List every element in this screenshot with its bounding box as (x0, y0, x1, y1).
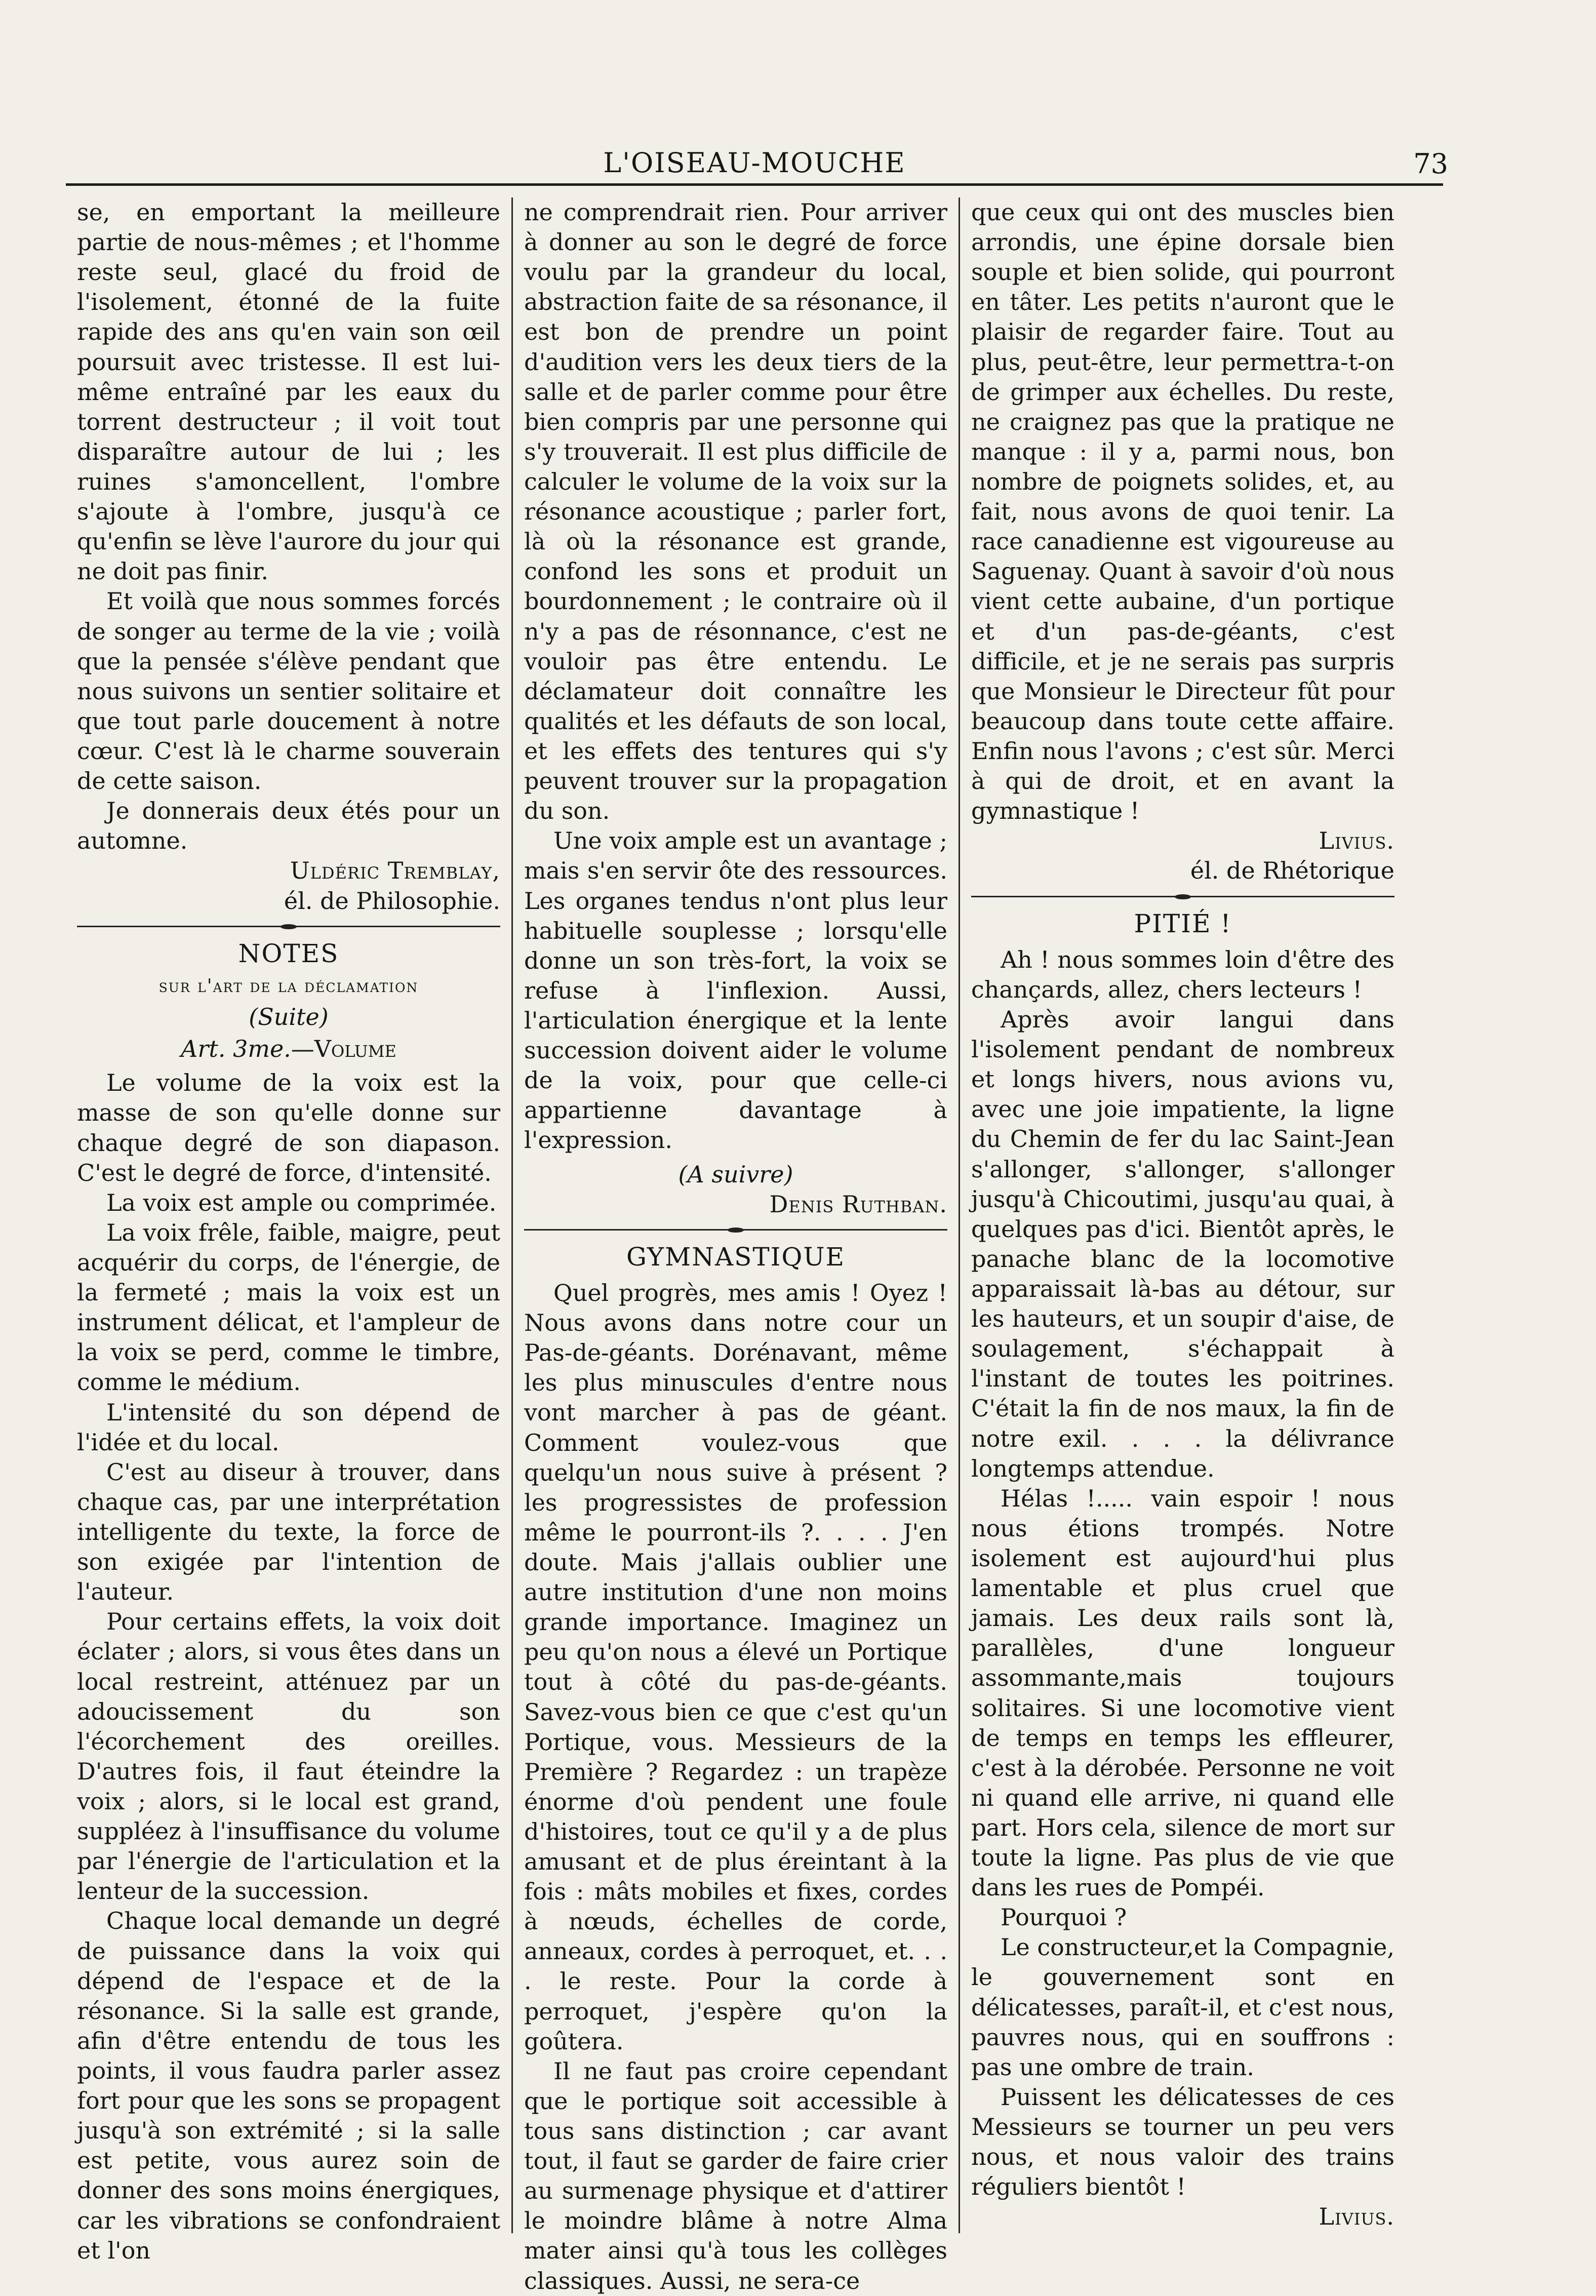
section-separator (77, 924, 500, 929)
column-2 (513, 197, 959, 2294)
paragraph: Il ne faut pas croire cependant que le portique soit accessible à tous sans distinction ; car avant tout, il faut se garder de faire crier au surmenage physique et d'attirer le moindre blâme à notre Alma mater ainsi qu'à tous les collèges classiques. Aussi, ne sera-ce (524, 2057, 947, 2294)
author-signature: Livius. (1319, 827, 1394, 855)
page-header (66, 137, 1448, 192)
column-1 (66, 197, 511, 2264)
article-title: PITIÉ ! (1134, 908, 1232, 938)
running-title: L'OISEAU-MOUCHE (603, 147, 906, 179)
author-title: él. de Philosophie. (284, 887, 500, 915)
paragraph: C'est au diseur à trouver, dans chaque cas, par une interprétation intelligente du texte, la force de son exigée par l'intention de l'auteur. (77, 1458, 500, 1606)
section-number: Art. 3me.— (181, 1035, 314, 1063)
section-separator (524, 1228, 947, 1233)
paragraph: Après avoir langui dans l'isolement pendant de nombreux et longs hivers, nous avions vu, avec une joie impatiente, la ligne du Chemin de fer du lac Saint-Jean s'allonger, s'allonger, s'allonger jusqu'à Chicoutimi, jusqu'au quai, à quelques pas d'ici. Bientôt après, le panache blanc de la locomotive apparaissait là-bas au détour, sur les hauteurs, et un soupir d'aise, de soulagement, s'échappait à l'instant de toutes les poitrines. C'était la fin de nos maux, la fin de notre exil. . . . la délivrance longtemps attendue. (971, 1005, 1394, 1482)
column-3 (960, 197, 1406, 2233)
paragraph: Hélas !..... vain espoir ! nous nous étions trompés. Notre isolement est aujourd'hui plus lamentable et plus cruel que jamais. Les deux rails sont là, parallèles, d'une longueur assommante,mais toujours solitaires. Si une locomotive vient de temps en temps les effleurer, c'est à la dérobée. Personne ne voit ni quand elle arrive, ni quand elle part. Hors cela, silence de mort sur toute la ligne. Pas plus de vie que dans les rues de Pompéi. (971, 1484, 1394, 1902)
paragraph: se, en emportant la meilleure partie de nous-mêmes ; et l'homme reste seul, glacé du froid de l'isolement, étonné de la fuite rapide des ans qu'en vain son œil poursuit avec tristesse. Il est lui-même entraîné par les eaux du torrent destructeur ; il voit tout disparaître autour de lui ; les ruines s'amoncellent, l'ombre s'ajoute à l'ombre, jusqu'à ce qu'enfin se lève l'aurore du jour qui ne doit pas finir. (77, 199, 500, 585)
paragraph: Une voix ample est un avantage ; mais s'en servir ôte des ressources. Les organes tendus n'ont plus leur habituelle souplesse ; lorsqu'elle donne un son très-fort, la voix se refuse à l'inflexion. Aussi, l'articulation énergique et la lente succession doivent aider le volume de la voix, pour que celle-ci appartienne davantage à l'expression. (524, 827, 947, 1154)
author-title: él. de Rhétorique (1190, 857, 1394, 885)
section-name: Volume (314, 1035, 396, 1063)
article-subtitle: sur l'art de la déclamation (158, 975, 419, 997)
paragraph: Ah ! nous sommes loin d'être des chançards, allez, chers lecteurs ! (971, 945, 1394, 1003)
text-columns (66, 197, 1443, 2294)
paragraph: Le constructeur,et la Compagnie, le gouvernement sont en délicatesses, paraît-il, et c'est nous, pauvres nous, qui en souffrons : pas une ombre de train. (971, 1933, 1394, 2081)
paragraph: La voix frêle, faible, maigre, peut acquérir du corps, de l'énergie, de la fermeté ; mais la voix est un instrument délicat, et l'ampleur de la voix se perd, comme le timbre, comme le médium. (77, 1218, 500, 1396)
paragraph: L'intensité du son dépend de l'idée et du local. (77, 1398, 500, 1456)
paragraph: Et voilà que nous sommes forcés de songer au terme de la vie ; voilà que la pensée s'élève pendant que nous suivons un sentier solitaire et que tout parle doucement à notre cœur. C'est là le charme souverain de cette saison. (77, 587, 500, 795)
article-title: NOTES (238, 938, 339, 968)
to-be-continued: (A suivre) (678, 1160, 793, 1188)
paragraph: Quel progrès, mes amis ! Oyez ! Nous avons dans notre cour un Pas-de-géants. Dorénavant, même les plus minuscules d'entre nous vont marcher à pas de géant. Comment voulez-vous que quelqu'un nous suive à présent ? les progressistes de profession même le pourront-ils ?. . . . J'en doute. Mais j'allais oublier une autre institution d'une non moins grande importance. Imaginez un peu qu'on nous a élevé un Portique tout à côté du pas-de-géants. Savez-vous bien ce que c'est qu'un Portique, vous. Messieurs de la Première ? Regardez : un trapèze énorme d'où pendent une foule d'histoires, tout ce qu'il y a de plus amusant et de plus éreintant à la fois : mâts mobiles et fixes, cordes à nœuds, échelles de corde, anneaux, cordes à perroquet, et. . . . le reste. Pour la corde à perroquet, j'espère qu'on la goûtera. (524, 1279, 947, 2055)
paragraph: Chaque local demande un degré de puissance dans la voix qui dépend de l'espace et de la résonance. Si la salle est grande, afin d'être entendu de tous les points, il vous faudra parler assez fort pour que les sons se propagent jusqu'à son extrémité ; si la salle est petite, vous aurez soin de donner des sons moins énergiques, car les vibrations se confondraient et l'on (77, 1907, 500, 2264)
paragraph: ne comprendrait rien. Pour arriver à donner au son le degré de force voulu par la grandeur du local, abstraction faite de sa résonance, il est bon de prendre un point d'audition vers les deux tiers de la salle et de parler comme pour être bien compris par une personne qui s'y trouverait. Il est plus difficile de calculer le volume de la voix sur la résonance acoustique ; parler fort, là où la résonance est grande, confond les sons et produit un bourdonnement ; le contraire où il n'y a pas de résonnance, c'est ne vouloir pas être entendu. Le déclamateur doit connaître les qualités et les défauts de son local, et les effets des tentures qui s'y peuvent trouver sur la propagation du son. (524, 199, 947, 825)
author-signature: Denis Ruthban. (769, 1190, 947, 1218)
header-rule (66, 183, 1443, 186)
article-title: GYMNASTIQUE (626, 1242, 846, 1272)
paragraph: Je donnerais deux étés pour un automne. (77, 797, 500, 855)
section-separator (971, 894, 1394, 899)
page-number: 73 (1413, 148, 1448, 180)
paragraph: La voix est ample ou comprimée. (106, 1189, 497, 1216)
paragraph: Pour certains effets, la voix doit éclater ; alors, si vous êtes dans un local restreint, atténuez par un adoucissement du son l'écorchement des oreilles. D'autres fois, il faut éteindre la voix ; alors, si le local est grand, suppléez à l'insuffisance du volume par l'énergie de l'articulation et la lenteur de la succession. (77, 1608, 500, 1905)
author-signature: Uldéric Tremblay, (290, 857, 500, 885)
paragraph: Le volume de la voix est la masse de son qu'elle donne sur chaque degré de son diapason. C'est le degré de force, d'intensité. (77, 1069, 500, 1186)
paragraph: que ceux qui ont des muscles bien arrondis, une épine dorsale bien souple et bien solide, qui pourront en tâter. Les petits n'auront que le plaisir de regarder faire. Tout au plus, peut-être, leur permettra-t-on de grimper aux échelles. Du reste, ne craignez pas que la pratique ne manque : il y a, parmi nous, bon nombre de poignets solides, et, au fait, nous avons de quoi tenir. La race canadienne est vigoureuse au Saguenay. Quant à savoir d'où nous vient cette aubaine, d'un portique et d'un pas-de-géants, c'est difficile, et je ne serais pas surpris que Monsieur le Directeur fût pour beaucoup dans toute cette affaire. Enfin nous l'avons ; c'est sûr. Merci à qui de droit, et en avant la gymnastique ! (971, 199, 1394, 825)
author-signature: Livius. (1319, 2203, 1394, 2231)
paragraph: Puissent les délicatesses de ces Messieurs se tourner un peu vers nous, et nous valoir des trains réguliers bientôt ! (971, 2083, 1394, 2201)
suite-label: (Suite) (249, 1003, 329, 1031)
article-section-heading (77, 1034, 500, 1064)
newspaper-page (66, 137, 1448, 2294)
paragraph: Pourquoi ? (1001, 1904, 1127, 1931)
